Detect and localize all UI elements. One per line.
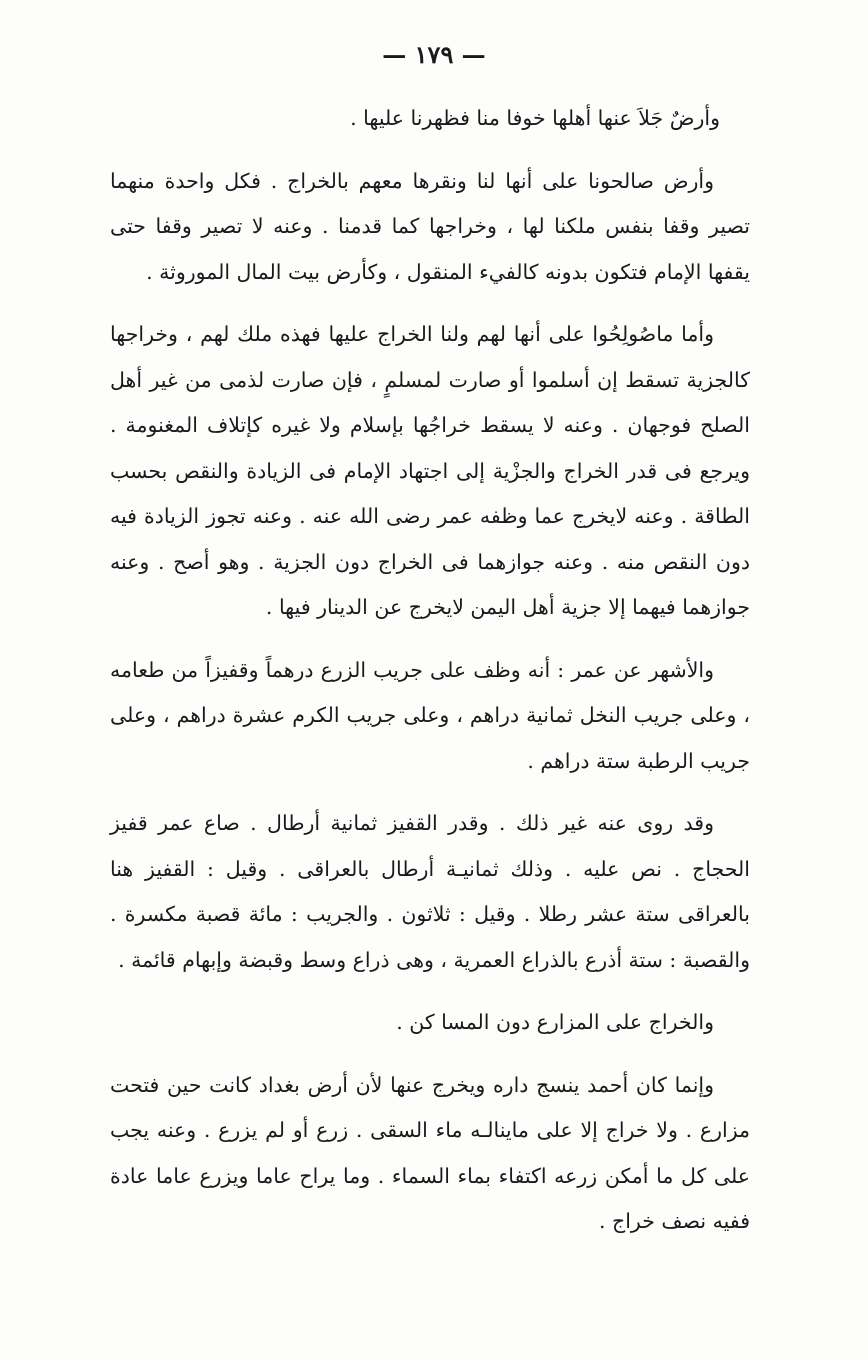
paragraph-1: وأرضٌ جَلاَ عنها أهلها خوفا منا فظهرنا عليها .	[350, 106, 720, 130]
paragraph-4: والأشهر عن عمر : أنه وظف على جريب الزرع درهماً وقفيزاً من طعامه ، وعلى جريب النخل ثمانية دراهم ، وعلى جريب الكرم عشرة دراهم ، وعلى جريب الرطبة ستة دراهم .	[110, 657, 750, 773]
paragraph-7: وإنما كان أحمد ينسج داره ويخرج عنها لأن أرض بغداد كانت حين فتحت مزارع . ولا خراج إلا على ماينالـه ماء السقى . زرع أو لم يزرع . وعنه يجب على كل ما أمكن زرعه اكتفاء بماء السماء . وما يراح عاما ويزرع عاما عادة ففيه نصف خراج .	[110, 1072, 750, 1233]
paragraph-3: وأما ماصُولِحُوا على أنها لهم ولنا الخراج عليها فهذه ملك لهم ، وخراجها كالجزية تسقط إن أسلموا أو صارت لمسلمٍ ، فإن صارت لذمى من غير أهل الصلح فوجهان . وعنه لا يسقط خراجُها بإسلام ولا غيره كإتلاف المغنومة . ويرجع فى قدر الخراج والجزْية إلى اجتهاد الإمام فى الزيادة والنقص بحسب الطاقة . وعنه لايخرج عما وظفه عمر رضى الله عنه . وعنه تجوز الزيادة فيه دون النقص منه . وعنه جوازهما فى الخراج دون الجزية . وهو أصح . وعنه جوازهما فيهما إلا جزية أهل اليمن لايخرج عن الدينار فيها .	[110, 322, 750, 619]
document-body	[110, 96, 750, 1262]
paragraph-6: والخراج على المزارع دون المسا كن .	[396, 1010, 714, 1034]
page-number: — ١٧٩ —	[382, 40, 486, 69]
paragraph-2: وأرض صالحونا على أنها لنا ونقرها معهم بالخراج . فكل واحدة منهما تصير وقفا بنفس ملكنا لها ، وخراجها كما قدمنا . وعنه لا تصير وقفا حتى يقفها الإمام فتكون بدونه كالفيء المنقول ، وكأرض بيت المال الموروثة .	[110, 168, 750, 284]
paragraph-5: وقد روى عنه غير ذلك . وقدر القفيز ثمانية أرطال . صاع عمر قفيز الحجاج . نص عليه . وذلك ثمانيـة أرطال بالعراقى . وقيل : القفيز هنا بالعراقى ستة عشر رطلا . وقيل : ثلاثون . والجريب : مائة قصبة مكسرة . والقصبة : ستة أذرع بالذراع العمرية ، وهى ذراع وسط وقبضة وإبهام قائمة .	[110, 811, 750, 972]
